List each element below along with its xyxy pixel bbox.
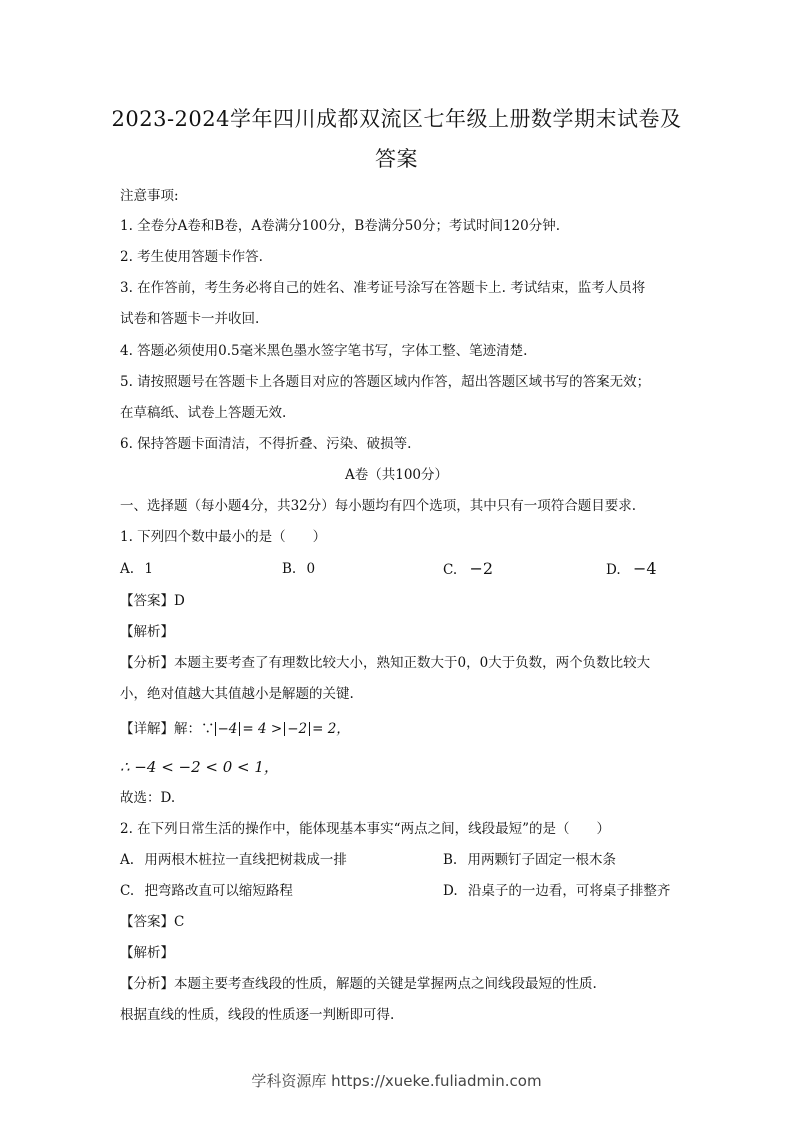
option-label: D.	[443, 883, 458, 899]
notice-item: 5. 请按照题号在答题卡上各题目对应的答题区域内作答，超出答题区域书写的答案无效；	[120, 374, 651, 390]
question-2-option-a	[120, 850, 347, 870]
detail-prefix: 【详解】解：	[120, 721, 201, 737]
notice-item: 在草稿纸、试卷上答题无效.	[120, 405, 287, 421]
question-1-stem: 1. 下列四个数中最小的是（ ）	[120, 529, 327, 545]
document-title-line2: 答案	[375, 147, 418, 171]
question-1-option-b	[282, 559, 315, 579]
option-value: 沿桌子的一边看，可将桌子排整齐	[467, 883, 671, 899]
question-2-option-b	[443, 850, 616, 870]
option-value: 用两根木桩拉一直线把树栽成一排	[144, 852, 347, 868]
question-2-option-c	[120, 881, 293, 901]
question-2-analysis-cont: 根据直线的性质，线段的性质逐一判断即可得.	[120, 1007, 395, 1023]
option-label: C.	[120, 883, 135, 899]
notice-item: 试卷和答题卡一并收回.	[120, 311, 260, 327]
option-value: 把弯路改直可以缩短路程	[144, 883, 293, 899]
question-2-option-d	[443, 881, 670, 901]
equation-part: = 4 >	[242, 721, 283, 737]
question-1-choice: 故选：D.	[120, 790, 176, 806]
equation-part: = 2，	[312, 721, 350, 737]
option-value: 用两颗钉子固定一根木条	[467, 852, 617, 868]
notice-item: 4. 答题必须使用0.5毫米黑色墨水签字笔书写，字体工整、笔迹清楚.	[120, 343, 528, 359]
question-1-therefore: ∴ −4 < −2 < 0 < 1，	[120, 758, 279, 776]
option-label: B.	[443, 852, 458, 868]
question-1-analysis-cont: 小，绝对值越大其值越小是解题的关键.	[120, 686, 354, 702]
question-1-answer: 【答案】D	[120, 593, 185, 609]
option-value: −2	[469, 559, 494, 578]
notice-item: 2. 考生使用答题卡作答.	[120, 249, 263, 265]
question-1-detail	[120, 719, 350, 739]
question-2-answer: 【答案】C	[120, 914, 185, 930]
notice-heading: 注意事项:	[120, 188, 179, 204]
question-2-analysis: 【分析】本题主要考查线段的性质，解题的关键是掌握两点之间线段最短的性质.	[120, 976, 597, 992]
question-2-stem: 2. 在下列日常生活的操作中，能体现基本事实“两点之间，线段最短”的是（ ）	[120, 821, 610, 837]
part-intro: 一、选择题（每小题4分，共32分）每小题均有四个选项，其中只有一项符合题目要求.	[120, 498, 637, 514]
question-1-option-c	[443, 559, 493, 580]
document-title-line1: 2023-2024学年四川成都双流区七年级上册数学期末试卷及	[111, 107, 682, 131]
question-2-analysis-heading: 【解析】	[120, 945, 174, 961]
absolute-value: −4	[215, 722, 241, 736]
absolute-value: −2	[284, 722, 310, 736]
option-label: A.	[120, 561, 135, 577]
section-heading: A卷（共100分）	[344, 467, 449, 483]
option-value: 1	[144, 561, 153, 577]
footer-watermark: 学科资源库 https://xueke.fuliadmin.com	[251, 1072, 542, 1090]
question-1-option-d	[606, 559, 657, 580]
option-label: B.	[282, 561, 297, 577]
question-1-analysis: 【分析】本题主要考查了有理数比较大小，熟知正数大于0，0大于负数，两个负数比较大	[120, 655, 651, 671]
question-1-option-a	[120, 559, 153, 579]
question-1-analysis-heading: 【解析】	[120, 624, 174, 640]
because-symbol: ∵	[201, 721, 215, 737]
notice-item: 3. 在作答前，考生务必将自己的姓名、准考证号涂写在答题卡上. 考试结束，监考人员将	[120, 280, 646, 296]
option-label: A.	[120, 852, 135, 868]
notice-item: 6. 保持答题卡面清洁，不得折叠、污染、破损等.	[120, 436, 412, 452]
notice-item: 1. 全卷分A卷和B卷，A卷满分100分，B卷满分50分；考试时间120分钟.	[120, 218, 561, 234]
option-value: −4	[632, 559, 657, 578]
option-label: D.	[606, 562, 621, 578]
option-label: C.	[443, 562, 458, 578]
option-value: 0	[306, 561, 316, 577]
